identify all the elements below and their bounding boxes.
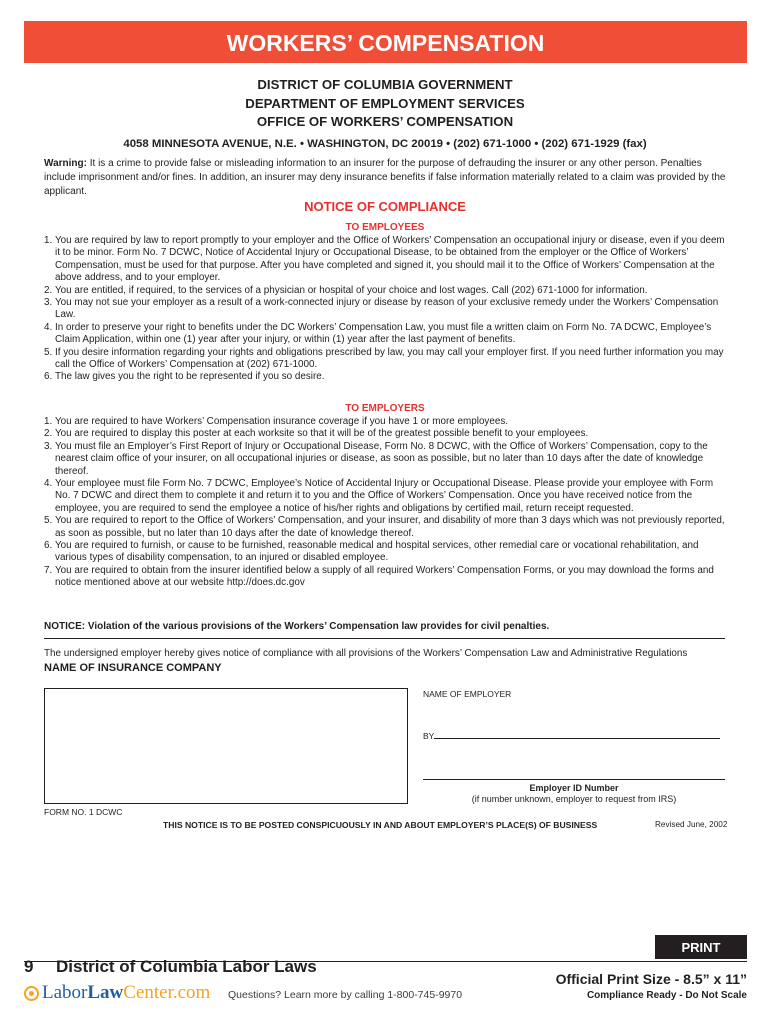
list-item-number: 7. xyxy=(44,564,53,576)
employer-id-line[interactable] xyxy=(423,779,725,780)
logo-text-labor: Labor xyxy=(42,982,88,1003)
title-banner: WORKERS’ COMPENSATION xyxy=(24,21,747,63)
insurance-company-box[interactable] xyxy=(44,688,408,804)
undersigned-statement: The undersigned employer hereby gives notice of compliance with all provisions of the Workers’ Compensation Law and Administrative Regulations xyxy=(44,648,688,659)
list-item-number: 2. xyxy=(44,428,53,440)
list-item xyxy=(44,371,728,383)
list-item-text: In order to preserve your right to benefits under the DC Workers’ Compensation Law, you must file a written claim on Form No. 7A DCWC, Employee’s Claim Application, within one (1) year after your injury, or within (1) year after the last payment of benefits. xyxy=(55,321,712,346)
list-item xyxy=(44,565,728,590)
list-item-number: 4. xyxy=(44,321,53,333)
list-item-number: 3. xyxy=(44,440,53,452)
form-number: FORM NO. 1 DCWC xyxy=(44,807,123,817)
list-item-number: 5. xyxy=(44,515,53,527)
posting-instruction: THIS NOTICE IS TO BE POSTED CONSPICUOUSLY IN AND ABOUT EMPLOYER’S PLACE(S) OF BUSINESS xyxy=(163,820,598,830)
header-department: DEPARTMENT OF EMPLOYMENT SERVICES xyxy=(245,96,525,111)
list-item-number: 6. xyxy=(44,540,53,552)
list-item xyxy=(44,540,728,565)
list-item-number: 5. xyxy=(44,346,53,358)
list-item xyxy=(44,478,728,515)
header-address: 4058 MINNESOTA AVENUE, N.E. • WASHINGTON, DC 20019 • (202) 671-1000 • (202) 671-1929 (fax) xyxy=(123,138,647,150)
by-label: BY xyxy=(423,731,435,741)
notice-title: NOTICE OF COMPLIANCE xyxy=(304,199,466,214)
logo-circle-icon xyxy=(24,986,39,1001)
page-number: 9 xyxy=(24,957,34,976)
employer-id-title: Employer ID Number xyxy=(529,783,619,793)
list-item-text: You are required to obtain from the insurer identified below a supply of all required Workers’ Compensation Forms, or you may download the forms and notice mentioned above at our website http://does.dc.gov xyxy=(55,564,714,589)
logo-text-center: Center.com xyxy=(123,982,211,1003)
list-item xyxy=(44,347,728,372)
compliance-note: Compliance Ready - Do Not Scale xyxy=(586,990,747,1001)
list-item xyxy=(44,515,728,540)
list-item xyxy=(44,297,728,322)
list-item-number: 1. xyxy=(44,416,53,427)
header-office: OFFICE OF WORKERS’ COMPENSATION xyxy=(256,114,514,129)
logo-text-law: Law xyxy=(87,982,124,1003)
list-item-text: You are entitled, if required, to the services of a physician or hospital of your choice and lost wages. Call (202) 671-1000 for information. xyxy=(55,284,648,296)
list-item-text: Your employee must file Form No. 7 DCWC, Employee’s Notice of Accidental Injury or Occupational Disease. Please provide your employee with Form No. 7 DCWC and direct them to complete it and return it to you and the Office of Workers’ Compensation. Once you have received notice from the employee, you are required to send the employee a notice of his/her rights and obligations by certified mail, return receipt requested. xyxy=(55,478,714,514)
list-item xyxy=(44,416,728,428)
list-item-text: You must file an Employer’s First Report of Injury or Occupational Disease, Form No. 8 DCWC, with the Office of Workers’ Compensation, copy to the nearest claim office of your insurer, on all occupational injuries or disease, as soon as possible, but no later than 10 days after the date of knowledge thereof. xyxy=(55,440,708,477)
list-item xyxy=(44,322,728,347)
list-item-text: You are required to display this poster at each worksite so that it will be of the greatest possible benefit to your employees. xyxy=(55,428,589,440)
header-government: DISTRICT OF COLUMBIA GOVERNMENT xyxy=(257,77,513,92)
list-item-number: 3. xyxy=(44,297,53,309)
list-item xyxy=(44,441,728,478)
civil-penalties-notice: NOTICE: Violation of the various provisions of the Workers’ Compensation law provides for civil penalties. xyxy=(44,621,550,632)
list-item xyxy=(44,285,728,297)
footer-title: District of Columbia Labor Laws xyxy=(56,957,317,976)
list-item-text: If you desire information regarding your rights and obligations prescribed by law, you may call your employer first. If you need further information you may call the Office of Workers’ Compensation at (202) 671-1000. xyxy=(55,346,724,371)
list-item-number: 2. xyxy=(44,284,53,296)
employers-heading: TO EMPLOYERS xyxy=(345,403,425,414)
list-item-text: You are required by law to report promptly to your employer and the Office of Workers’ Compensation an occupational injury or disease, even if you deem it to be minor. Form No. 7 DCWC, Notice of Accidental Injury or Occupational Disease, to be obtained from the employer or the Office of Workers’ Compensation, must be used for that purpose. After you have completed and signed it, you should mail it to the Office of Workers’ Compensation at the above address, and to your employer. xyxy=(55,235,725,284)
warning-label: Warning: xyxy=(44,158,87,169)
list-item-text: The law gives you the right to be represented if you so desire. xyxy=(55,371,325,383)
list-item-number: 4. xyxy=(44,478,53,490)
employer-name-label: NAME OF EMPLOYER xyxy=(423,689,512,699)
laborlawcenter-logo[interactable] xyxy=(24,983,210,1003)
logo-text xyxy=(42,983,210,1003)
warning-text: It is a crime to provide false or misleading information to an insurer for the purpose of defrauding the insurer or any other person. Penalties include imprisonment and/or fines. In addition, an insurer may deny insurance benefits if false information materially related to a claim was provided by the applicant. xyxy=(44,158,726,197)
employees-heading: TO EMPLOYEES xyxy=(345,222,425,233)
insurance-company-label: NAME OF INSURANCE COMPANY xyxy=(44,662,222,674)
list-item-text: You are required to have Workers’ Compensation insurance coverage if you have 1 or more employees. xyxy=(55,416,509,427)
list-item-text: You may not sue your employer as a result of a work-connected injury or disease by reason of your exclusive remedy under the Workers’ Compensation Law. xyxy=(55,297,719,321)
list-item xyxy=(44,235,728,285)
employees-list xyxy=(44,235,728,384)
signature-line[interactable] xyxy=(434,738,720,739)
list-item-number: 6. xyxy=(44,371,53,383)
divider xyxy=(44,638,725,639)
print-button[interactable]: PRINT xyxy=(655,935,747,959)
list-item xyxy=(44,428,728,440)
warning-paragraph xyxy=(44,157,728,199)
employer-id-note: (if number unknown, employer to request from IRS) xyxy=(471,794,677,804)
list-item-number: 1. xyxy=(44,235,53,246)
employers-list xyxy=(44,416,728,590)
questions-phone: Questions? Learn more by calling 1-800-745-9970 xyxy=(228,989,463,1001)
official-print-size: Official Print Size - 8.5” x 11” xyxy=(555,971,747,987)
revision-date: Revised June, 2002 xyxy=(655,820,728,829)
list-item-text: You are required to report to the Office of Workers’ Compensation, and your insurer, and disability of more than 3 days which was not previously reported, as soon as possible, but no later than 10 days after the date of knowledge thereof. xyxy=(55,515,725,539)
list-item-text: You are required to furnish, or cause to be furnished, reasonable medical and hospital services, other remedial care or vocational rehabilitation, and various types of disability compensation, to an injured or disabled employee. xyxy=(55,540,699,564)
